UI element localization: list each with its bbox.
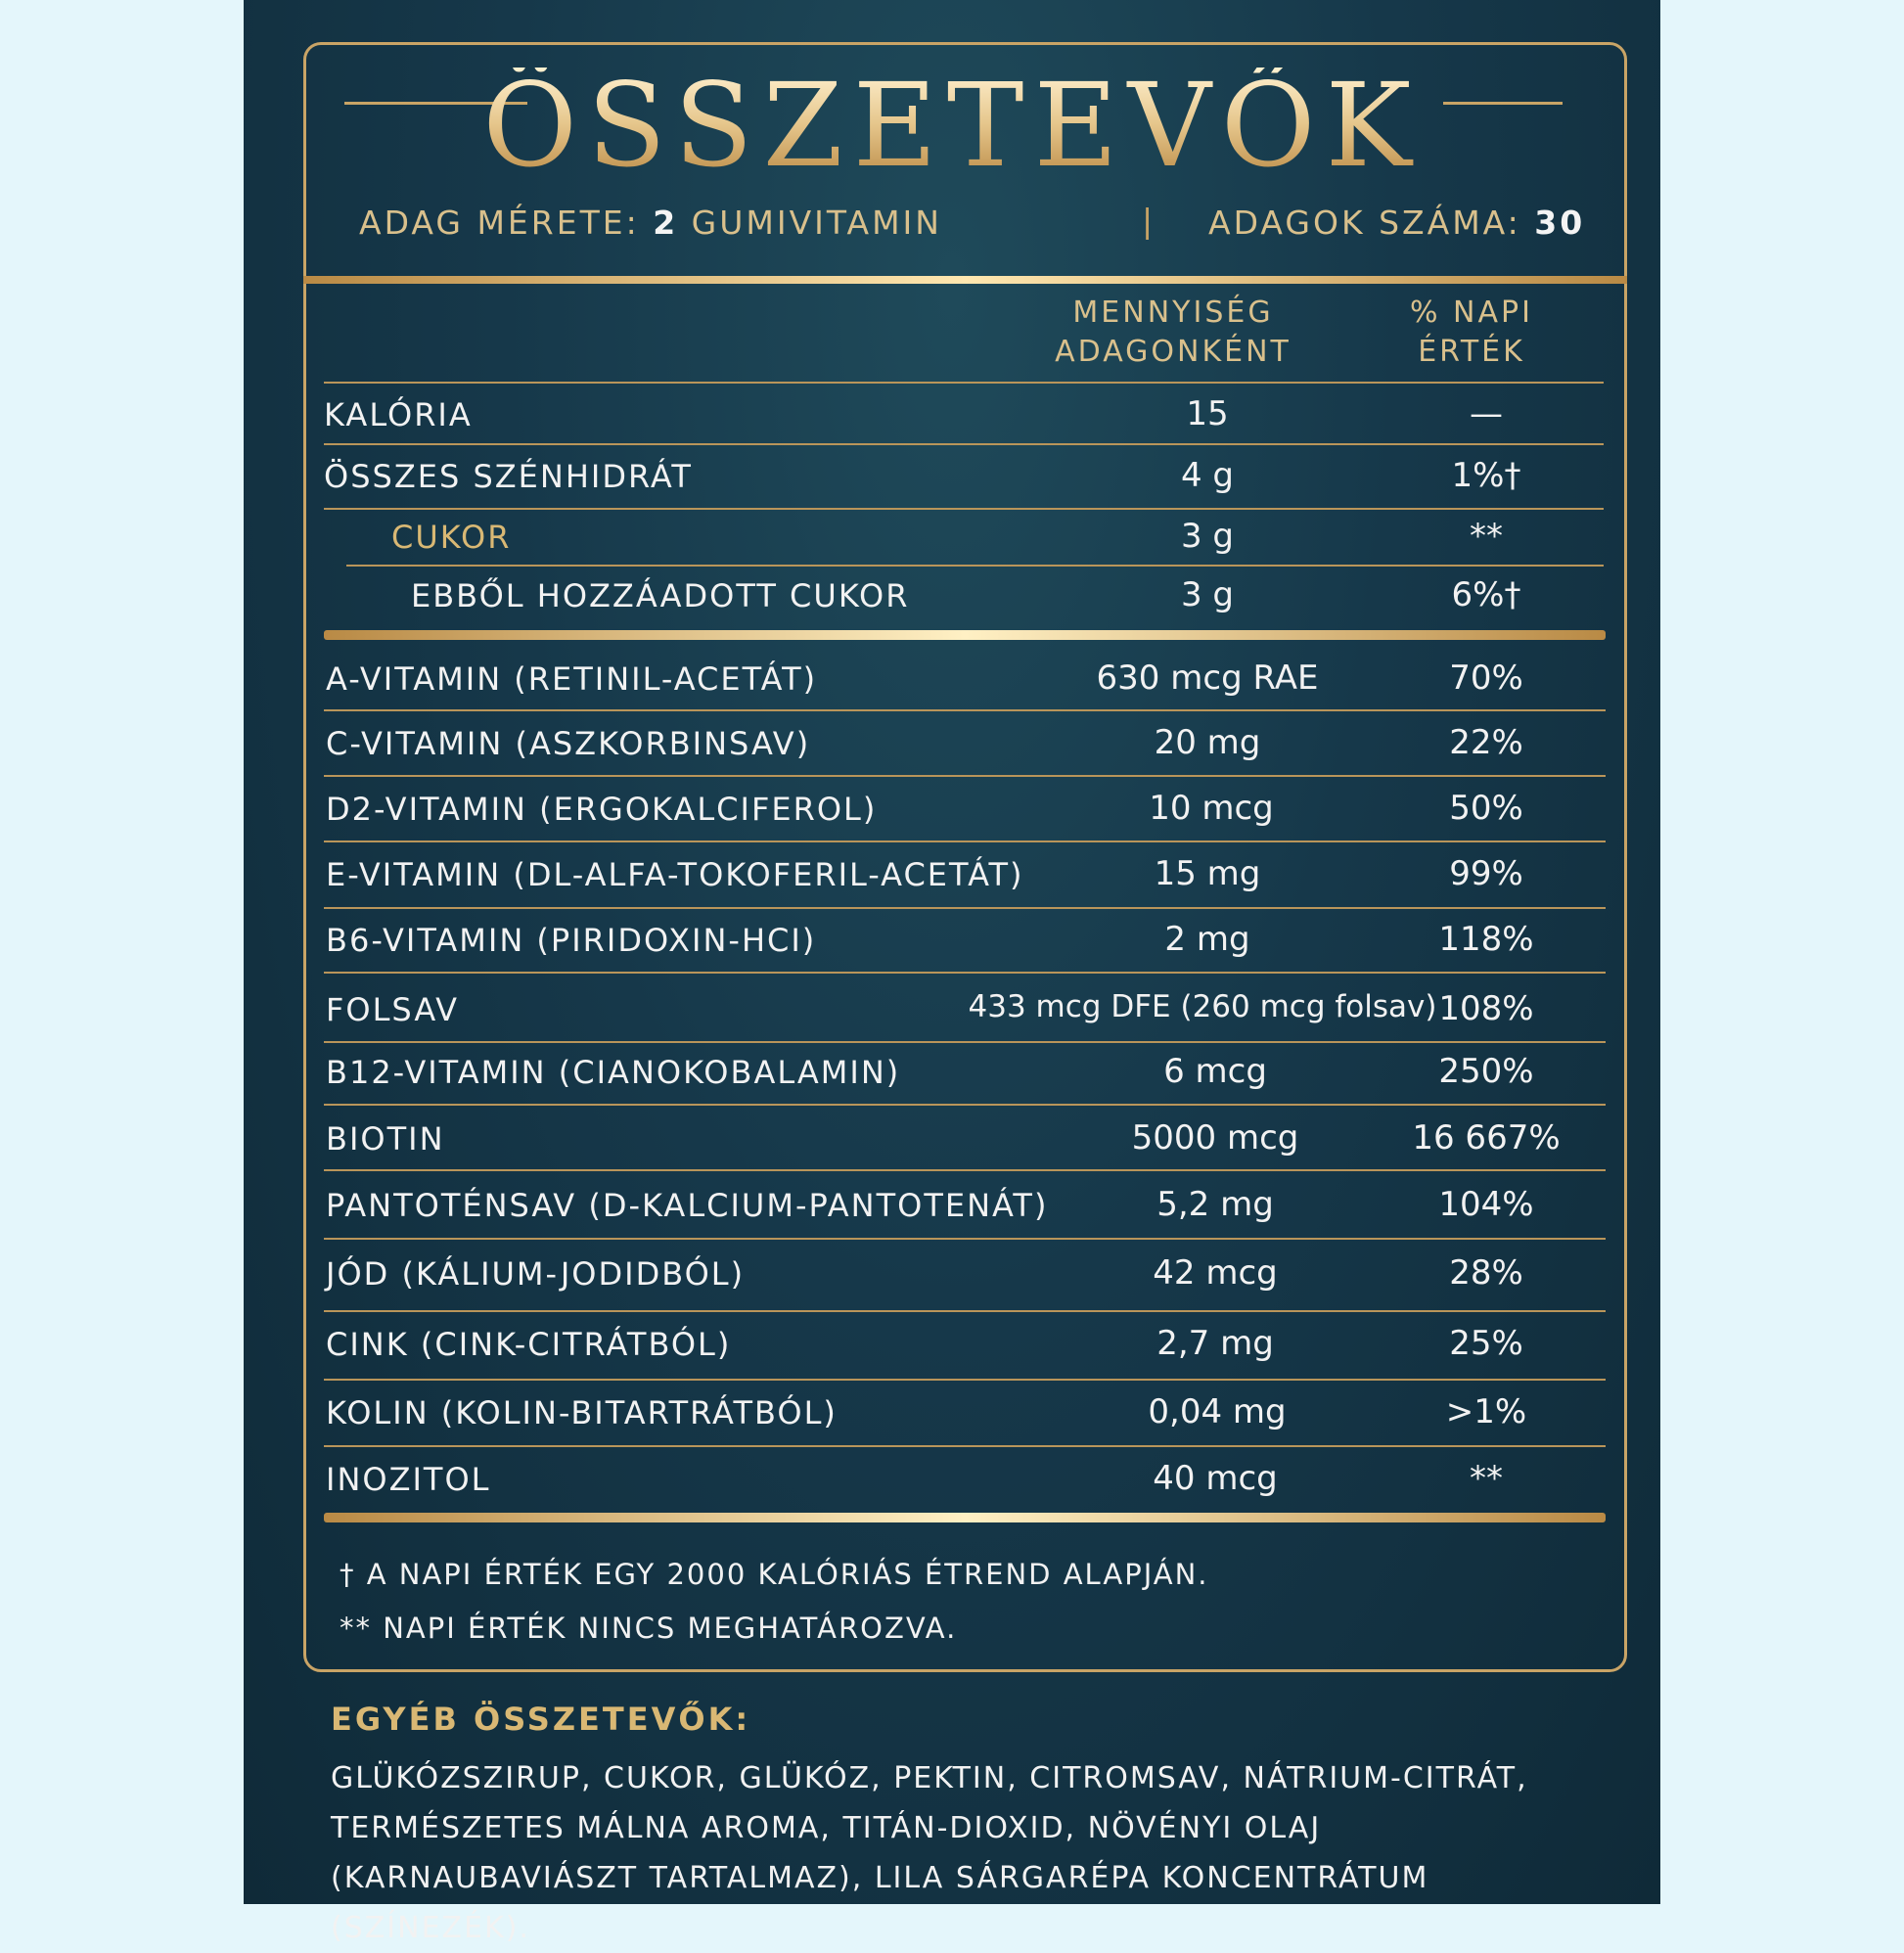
nutrient-name: EBBŐL HOZZÁADOTT CUKOR bbox=[411, 577, 910, 614]
serving-count bbox=[1208, 204, 1585, 242]
nutrient-daily-value: 22% bbox=[1449, 723, 1523, 762]
dv-column-header bbox=[1398, 294, 1545, 372]
row-divider bbox=[324, 907, 1606, 909]
nutrient-name: JÓD (KÁLIUM-JODIDBÓL) bbox=[326, 1255, 746, 1293]
rule bbox=[324, 382, 1604, 384]
page-title: ÖSSZETEVŐK bbox=[482, 58, 1422, 193]
serving-size-unit: GUMIVITAMIN bbox=[691, 204, 942, 242]
nutrient-daily-value: 108% bbox=[1438, 989, 1534, 1028]
nutrient-daily-value: 16 667% bbox=[1412, 1118, 1561, 1158]
other-ingredients-heading: EGYÉB ÖSSZETEVŐK: bbox=[331, 1701, 751, 1738]
nutrient-amount: 42 mcg bbox=[1153, 1253, 1278, 1293]
row-divider bbox=[324, 709, 1606, 711]
nutrient-name: CUKOR bbox=[391, 519, 512, 556]
nutrient-amount: 2 mg bbox=[1164, 920, 1250, 959]
title-wrap bbox=[244, 57, 1660, 194]
amount-header-line2: ADAGONKÉNT bbox=[1055, 335, 1292, 369]
nutrient-daily-value: ** bbox=[1470, 1459, 1503, 1498]
nutrient-name: D2-VITAMIN (ERGOKALCIFEROL) bbox=[326, 791, 878, 828]
other-ingredients-text: GLÜKÓZSZIRUP, CUKOR, GLÜKÓZ, PEKTIN, CITROMSAV, NÁTRIUM-CITRÁT, TERMÉSZETES MÁLNA AROMA, TITÁN-DIOXID, NÖVÉNYI OLAJ (KARNAUBAVIÁSZT TARTALMAZ), LILA SÁRGARÉPA KONCENTRÁTUM (SZÍNEZÉK). bbox=[331, 1761, 1528, 1945]
row-divider bbox=[324, 1238, 1606, 1240]
nutrient-amount: 630 mcg RAE bbox=[1096, 659, 1319, 698]
section-divider bbox=[324, 630, 1606, 640]
nutrient-amount: 20 mg bbox=[1154, 723, 1261, 762]
serving-count-label: ADAGOK SZÁMA: bbox=[1208, 204, 1521, 242]
row-divider bbox=[324, 443, 1604, 445]
nutrient-amount: 3 g bbox=[1180, 517, 1235, 556]
serving-separator: | bbox=[1142, 202, 1156, 240]
nutrient-daily-value: — bbox=[1470, 394, 1503, 433]
serving-size-value: 2 bbox=[653, 204, 679, 242]
nutrient-daily-value: >1% bbox=[1445, 1392, 1527, 1431]
ingredients-panel bbox=[244, 0, 1660, 1945]
nutrient-name: PANTOTÉNSAV (D-KALCIUM-PANTOTENÁT) bbox=[326, 1187, 1049, 1224]
nutrient-daily-value: 250% bbox=[1438, 1052, 1534, 1091]
nutrient-daily-value: 25% bbox=[1449, 1324, 1523, 1363]
nutrient-name: ÖSSZES SZÉNHIDRÁT bbox=[324, 458, 693, 495]
nutrient-amount: 4 g bbox=[1180, 456, 1235, 495]
row-divider bbox=[324, 972, 1606, 974]
amount-header-line1: MENNYISÉG bbox=[1072, 295, 1274, 330]
nutrient-amount: 10 mcg bbox=[1149, 789, 1274, 828]
nutrient-amount: 2,7 mg bbox=[1156, 1324, 1274, 1363]
nutrient-name: KALÓRIA bbox=[324, 396, 473, 433]
nutrient-daily-value: ** bbox=[1470, 517, 1503, 556]
nutrient-amount: 433 mcg DFE (260 mcg folsav) bbox=[968, 989, 1437, 1024]
nutrient-name: KOLIN (KOLIN-BITARTRÁTBÓL) bbox=[326, 1394, 838, 1431]
nutrient-daily-value: 118% bbox=[1438, 920, 1534, 959]
nutrient-daily-value: 50% bbox=[1449, 789, 1523, 828]
nutrient-daily-value: 28% bbox=[1449, 1253, 1523, 1293]
nutrient-name: BIOTIN bbox=[326, 1120, 445, 1158]
row-divider bbox=[324, 775, 1606, 777]
nutrient-name: FOLSAV bbox=[326, 991, 460, 1028]
nutrient-amount: 15 mg bbox=[1154, 854, 1261, 893]
row-divider bbox=[324, 1445, 1606, 1447]
nutrient-amount: 0,04 mg bbox=[1148, 1392, 1287, 1431]
footnote-asterisk: ** NAPI ÉRTÉK NINCS MEGHATÁROZVA. bbox=[340, 1612, 958, 1645]
nutrient-name: C-VITAMIN (ASZKORBINSAV) bbox=[326, 725, 811, 762]
row-divider bbox=[324, 1169, 1606, 1171]
nutrient-amount: 15 bbox=[1186, 394, 1229, 433]
amount-column-header bbox=[1026, 294, 1320, 372]
nutrient-name: E-VITAMIN (DL-ALFA-TOKOFERIL-ACETÁT) bbox=[326, 856, 1024, 893]
footnote-dagger: † A NAPI ÉRTÉK EGY 2000 KALÓRIÁS ÉTREND ALAPJÁN. bbox=[340, 1558, 1209, 1591]
nutrient-amount: 40 mcg bbox=[1153, 1459, 1278, 1498]
nutrient-name: INOZITOL bbox=[326, 1461, 491, 1498]
nutrient-amount: 3 g bbox=[1180, 575, 1235, 614]
nutrient-amount: 5000 mcg bbox=[1131, 1118, 1299, 1158]
nutrient-amount: 6 mcg bbox=[1163, 1052, 1267, 1091]
dv-header-line1: % NAPI bbox=[1410, 295, 1533, 330]
row-divider bbox=[324, 1041, 1606, 1043]
serving-info bbox=[359, 202, 1586, 242]
row-divider bbox=[324, 1104, 1606, 1106]
nutrient-daily-value: 1%† bbox=[1451, 456, 1521, 495]
serving-count-value: 30 bbox=[1534, 204, 1586, 242]
row-divider bbox=[324, 1310, 1606, 1312]
dv-header-line2: ÉRTÉK bbox=[1418, 335, 1525, 369]
serving-size-label: ADAG MÉRETE: bbox=[359, 204, 640, 242]
row-divider bbox=[346, 565, 1604, 567]
nutrient-daily-value: 104% bbox=[1438, 1185, 1534, 1224]
header-divider bbox=[303, 276, 1627, 284]
nutrient-amount: 5,2 mg bbox=[1156, 1185, 1274, 1224]
nutrient-daily-value: 70% bbox=[1449, 659, 1523, 698]
row-divider bbox=[324, 1379, 1606, 1381]
row-divider bbox=[324, 840, 1606, 842]
nutrient-daily-value: 99% bbox=[1449, 854, 1523, 893]
row-divider bbox=[324, 508, 1604, 510]
nutrient-name: CINK (CINK-CITRÁTBÓL) bbox=[326, 1326, 732, 1363]
nutrient-name: B6-VITAMIN (PIRIDOXIN-HCI) bbox=[326, 922, 817, 959]
nutrient-name: A-VITAMIN (RETINIL-ACETÁT) bbox=[326, 660, 818, 698]
nutrient-daily-value: 6%† bbox=[1451, 575, 1521, 614]
section-divider bbox=[324, 1513, 1606, 1522]
nutrient-name: B12-VITAMIN (CIANOKOBALAMIN) bbox=[326, 1054, 901, 1091]
